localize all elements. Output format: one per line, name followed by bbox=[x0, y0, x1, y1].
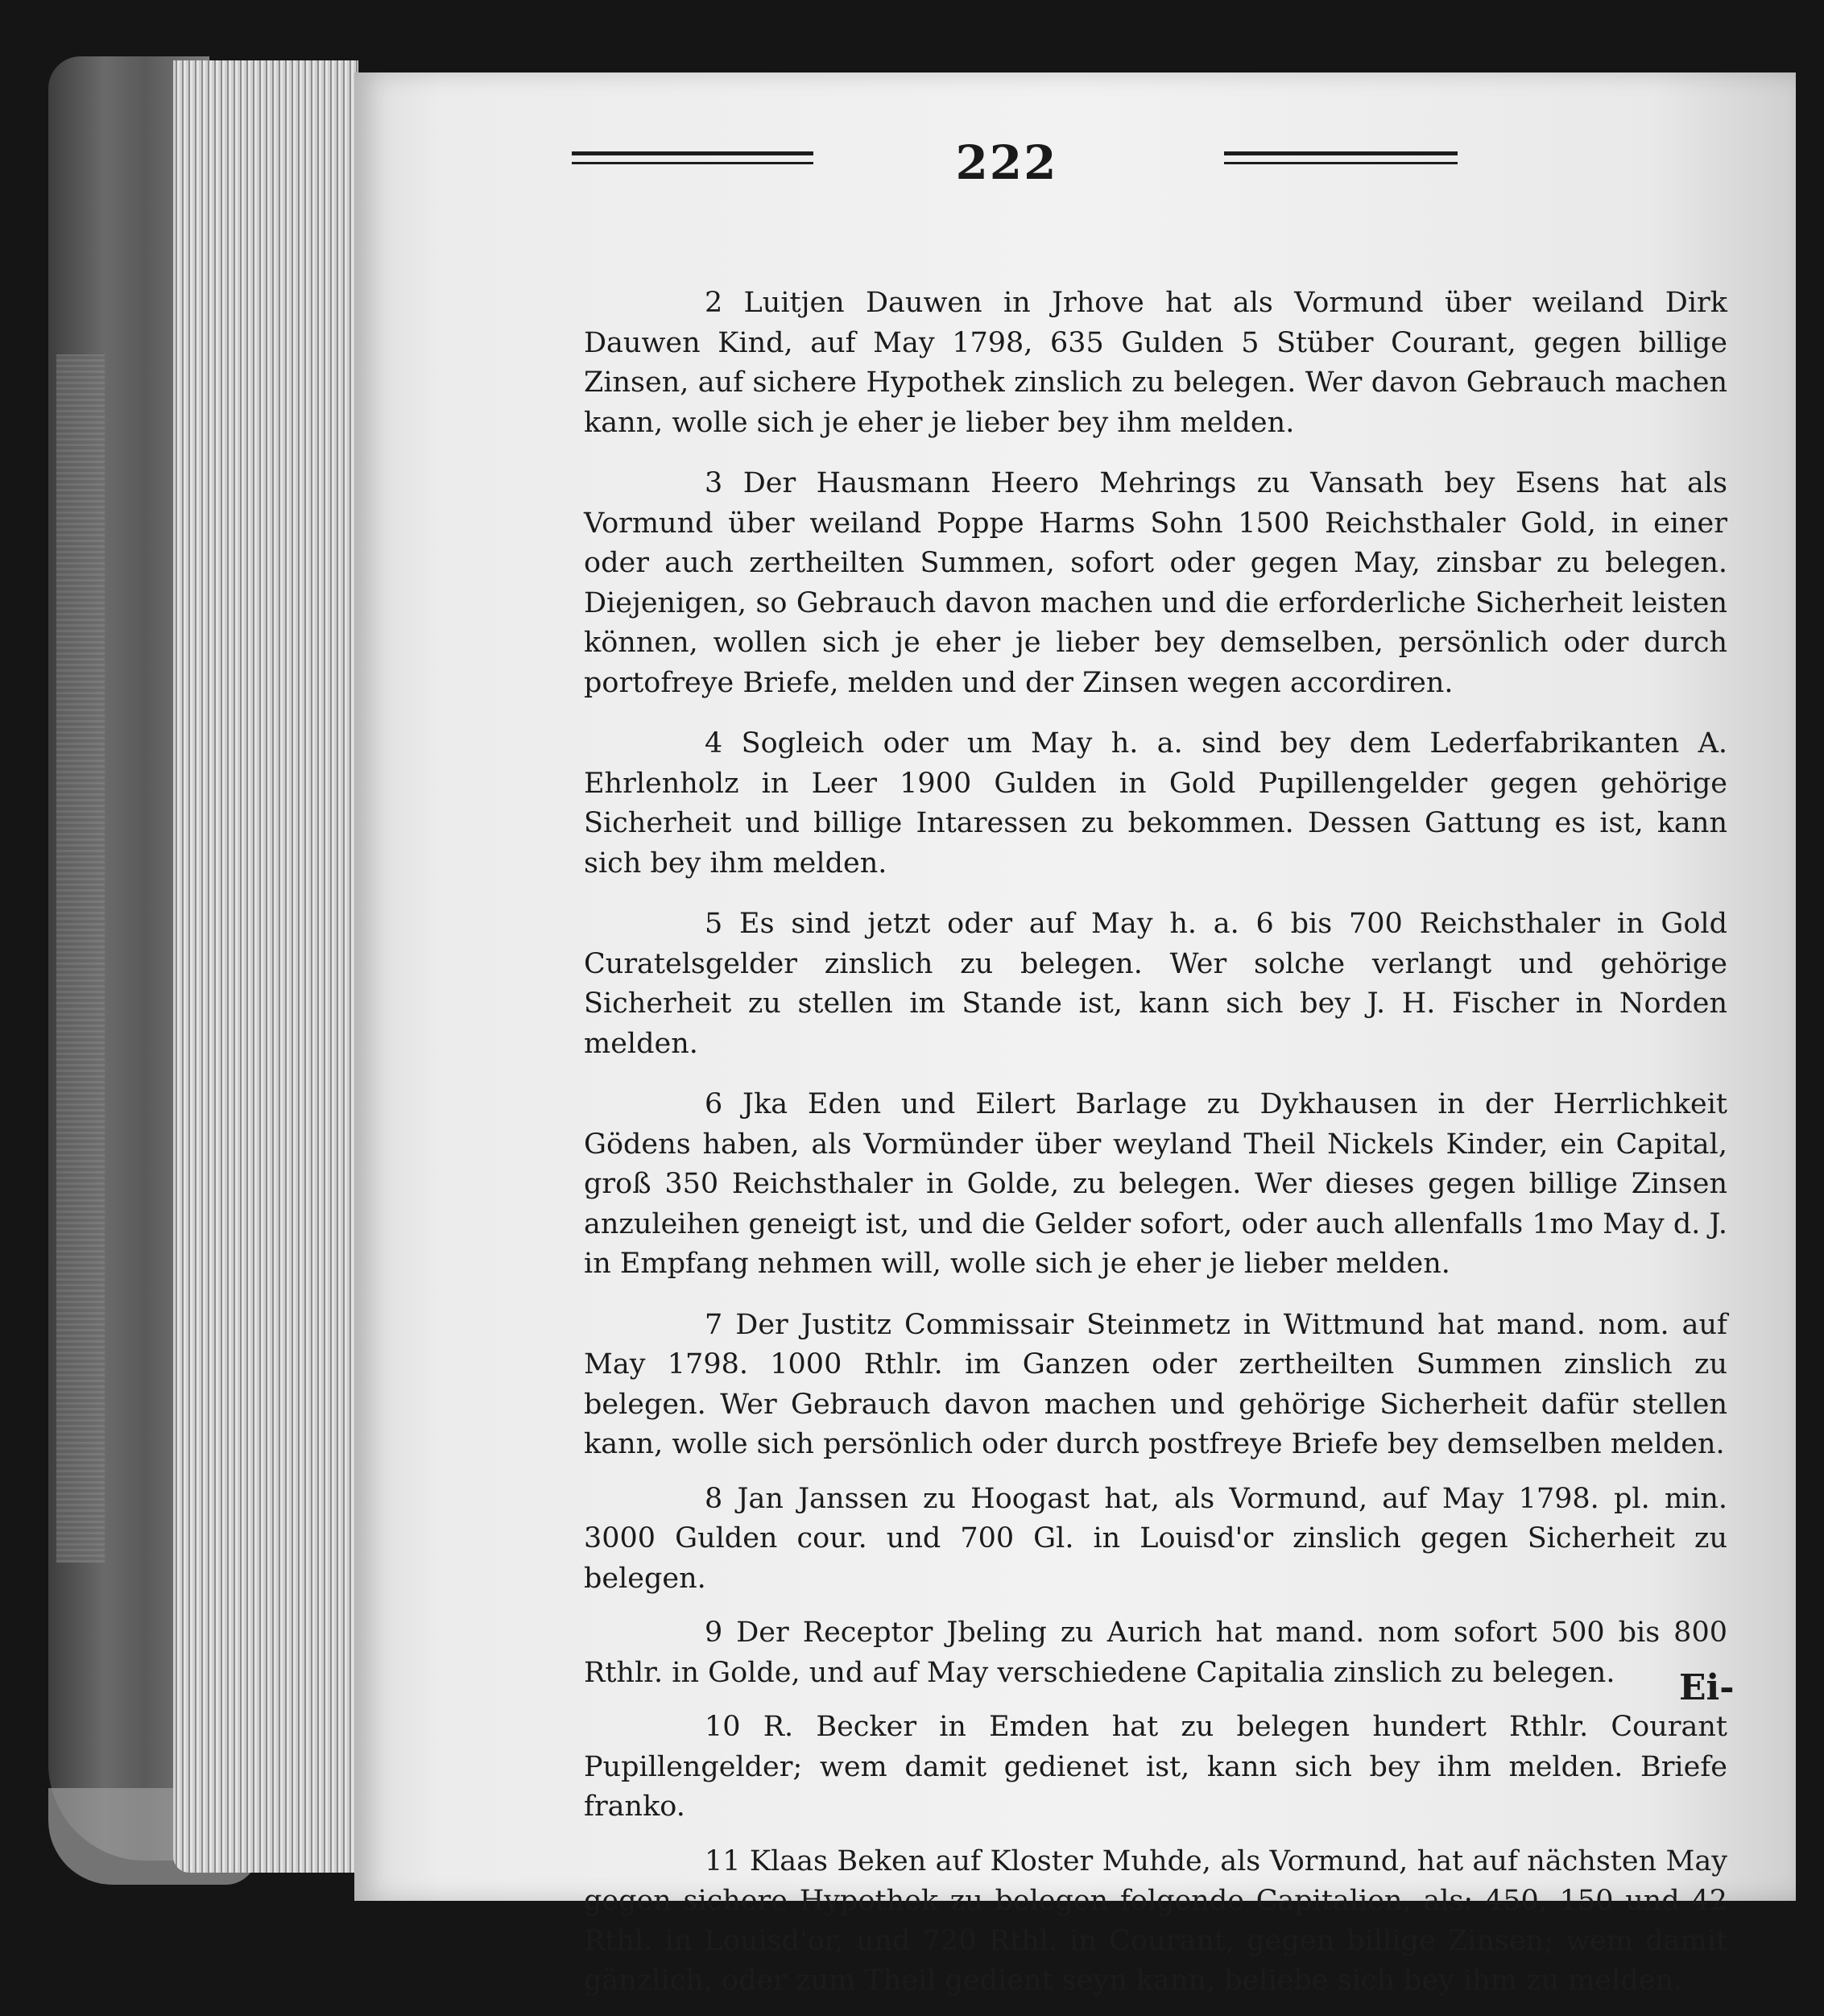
notice-entry-9: 9 Der Receptor Jbeling zu Aurich hat mand. nom sofort 500 bis 800 Rthlr. in Golde, und auf May verschiedene Capitalia zinslich zu belegen. bbox=[584, 1617, 1727, 1689]
header-rule-left bbox=[572, 151, 813, 169]
notice-entry-6: 6 Jka Eden und Eilert Barlage zu Dykhausen in der Herrlichkeit Gödens haben, als Vormünder über weyland Theil Nickels Kinder, ein Capital, groß 350 Reichsthaler in Golde, zu belegen. Wer dieses gegen billige Zinsen anzuleihen geneigt ist, und die Gelder sofort, oder auch allenfalls 1mo May d. J. in Empfang nehmen will, wolle sich je eher je lieber melden. bbox=[584, 1088, 1727, 1280]
notice-entry-3: 3 Der Hausmann Heero Mehrings zu Vansath bey Esens hat als Vormund über weiland Poppe Harms Sohn 1500 Reichsthaler Gold, in einer oder auch zertheilten Summen, sofort oder gegen May, zinsbar zu belegen. Diejenigen, so Gebrauch davon machen und die erforderliche Sicherheit leisten können, wollen sich je eher je lieber bey demselben, persönlich oder durch portofreye Briefe, melden und der Zinsen wegen accordiren. bbox=[584, 467, 1727, 699]
notice-entry-4: 4 Sogleich oder um May h. a. sind bey dem Lederfabrikanten A. Ehrlenholz in Leer 1900 Gulden in Gold Pupillengelder gegen gehörige Sicherheit und billige Intaressen zu bekommen. Dessen Gattung es ist, kann sich bey ihm melden. bbox=[584, 727, 1727, 880]
page-header bbox=[507, 129, 1450, 193]
page-edges bbox=[173, 60, 358, 1873]
catchword: Ei- bbox=[1679, 1667, 1735, 1708]
notice-entry-7: 7 Der Justitz Commissair Steinmetz in Wittmund hat mand. nom. auf May 1798. 1000 Rthlr. im Ganzen oder zertheilten Summen zinslich zu belegen. Wer Gebrauch davon machen und gehörige Sicherheit dafür stellen kann, wolle sich persönlich oder durch postfreye Briefe bey demselben melden. bbox=[584, 1308, 1727, 1460]
notice-entry-5: 5 Es sind jetzt oder auf May h. a. 6 bis 700 Reichsthaler in Gold Curatelsgelder zinslich zu belegen. Wer solche verlangt und gehörige Sicherheit zu stellen im Stande ist, kann sich bey J. H. Fischer in Norden melden. bbox=[584, 908, 1727, 1060]
notice-entry-11: 11 Klaas Beken auf Kloster Muhde, als Vormund, hat auf nächsten May gegen sichere Hypothek zu belegen folgende Capitalien, als: 450, 150 und 42 Rthl. in Louisd'or, und 720 Rthl. in Courant, gegen billige Zinsen; wem damit gänzlich, oder zum Theil gedient seyn kann, beliebe sich bey ihm zu melden. bbox=[584, 1844, 1727, 1997]
cover-texture bbox=[56, 354, 105, 1563]
header-rule-right bbox=[1224, 151, 1458, 169]
notice-entry-8: 8 Jan Janssen zu Hoogast hat, als Vormund, auf May 1798. pl. min. 3000 Gulden cour. und 700 Gl. in Louisd'or zinslich gegen Sicherheit zu belegen. bbox=[584, 1482, 1727, 1595]
notice-entry-2: 2 Luitjen Dauwen in Jrhove hat als Vormund über weiland Dirk Dauwen Kind, auf May 1798, 635 Gulden 5 Stüber Courant, gegen billige Zinsen, auf sichere Hypothek zinslich zu belegen. Wer davon Gebrauch machen kann, wolle sich je eher je lieber bey ihm melden. bbox=[584, 287, 1727, 439]
page-body bbox=[584, 284, 1727, 2016]
notice-entry-10: 10 R. Becker in Emden hat zu belegen hundert Rthlr. Courant Pupillengelder; wem damit gedienet ist, kann sich bey ihm melden. Briefe franko. bbox=[584, 1711, 1727, 1823]
page-number: 222 bbox=[955, 135, 1058, 190]
